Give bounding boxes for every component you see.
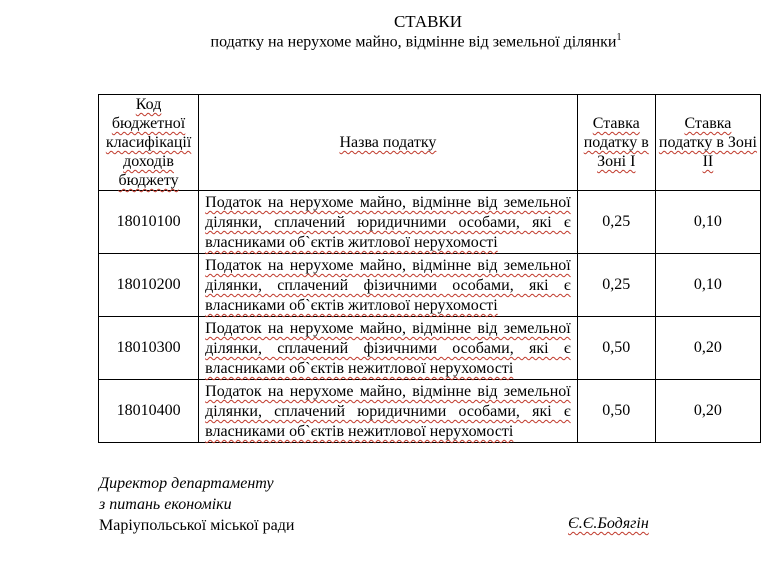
table-row xyxy=(99,317,761,380)
row-name xyxy=(199,254,578,317)
signature-line-2: з питань економіки xyxy=(99,496,232,513)
header-name-text: Назва податку xyxy=(339,134,437,151)
table-row xyxy=(99,380,761,443)
row-name xyxy=(199,191,578,254)
header-code xyxy=(99,95,199,191)
table-row xyxy=(99,254,761,317)
row-name xyxy=(199,317,578,380)
row-code: 18010300 xyxy=(99,317,199,380)
document-title: СТАВКИ xyxy=(393,12,463,31)
row-name xyxy=(199,380,578,443)
subtitle-text: податку на нерухоме майно, відмінне від земельної ділянки xyxy=(210,33,617,51)
document-subtitle xyxy=(28,32,776,51)
row-zone2: 0,20 xyxy=(655,317,760,380)
signature-line-3: Маріупольської міської ради xyxy=(99,517,295,534)
signer-name-text: Є.Є.Бодягін xyxy=(568,515,649,532)
row-name-text: Податок на нерухоме майно, відмінне від земельної ділянки, сплачений юридичними особами, які є власниками об`єктів нежитлової нерухомості xyxy=(205,383,571,440)
signature-block xyxy=(99,473,294,536)
header-zone2 xyxy=(655,95,760,191)
header-name xyxy=(199,95,578,191)
signer-name xyxy=(568,515,649,533)
table-header-row xyxy=(99,95,761,191)
row-code: 18010100 xyxy=(99,191,199,254)
footnote-mark: 1 xyxy=(616,32,622,43)
row-zone1: 0,50 xyxy=(577,317,655,380)
header-zone2-text: Ставка податку в Зоні ІІ xyxy=(658,115,757,170)
row-zone2: 0,20 xyxy=(655,380,760,443)
row-code: 18010400 xyxy=(99,380,199,443)
row-zone1: 0,25 xyxy=(577,191,655,254)
row-name-text: Податок на нерухоме майно, відмінне від земельної ділянки, сплачений фізичними особами, які є власниками об`єктів нежитлової нерухомості xyxy=(205,320,571,377)
signature-line-1: Директор департаменту xyxy=(99,475,274,492)
row-name-text: Податок на нерухоме майно, відмінне від земельної ділянки, сплачений юридичними особами, які є власниками об`єктів житлової нерухомості xyxy=(205,194,571,251)
header-zone1-text: Ставка податку в Зоні І xyxy=(583,115,649,170)
header-code-text: Код бюджетної класифікації доходів бюджету xyxy=(105,96,192,189)
table-row xyxy=(99,191,761,254)
row-code: 18010200 xyxy=(99,254,199,317)
row-zone1: 0,25 xyxy=(577,254,655,317)
row-zone1: 0,50 xyxy=(577,380,655,443)
row-zone2: 0,10 xyxy=(655,254,760,317)
row-name-text: Податок на нерухоме майно, відмінне від земельної ділянки, сплачений фізичними особами, які є власниками об`єктів житлової нерухомості xyxy=(205,257,571,314)
header-zone1 xyxy=(577,95,655,191)
tax-rates-table xyxy=(98,94,761,443)
row-zone2: 0,10 xyxy=(655,191,760,254)
